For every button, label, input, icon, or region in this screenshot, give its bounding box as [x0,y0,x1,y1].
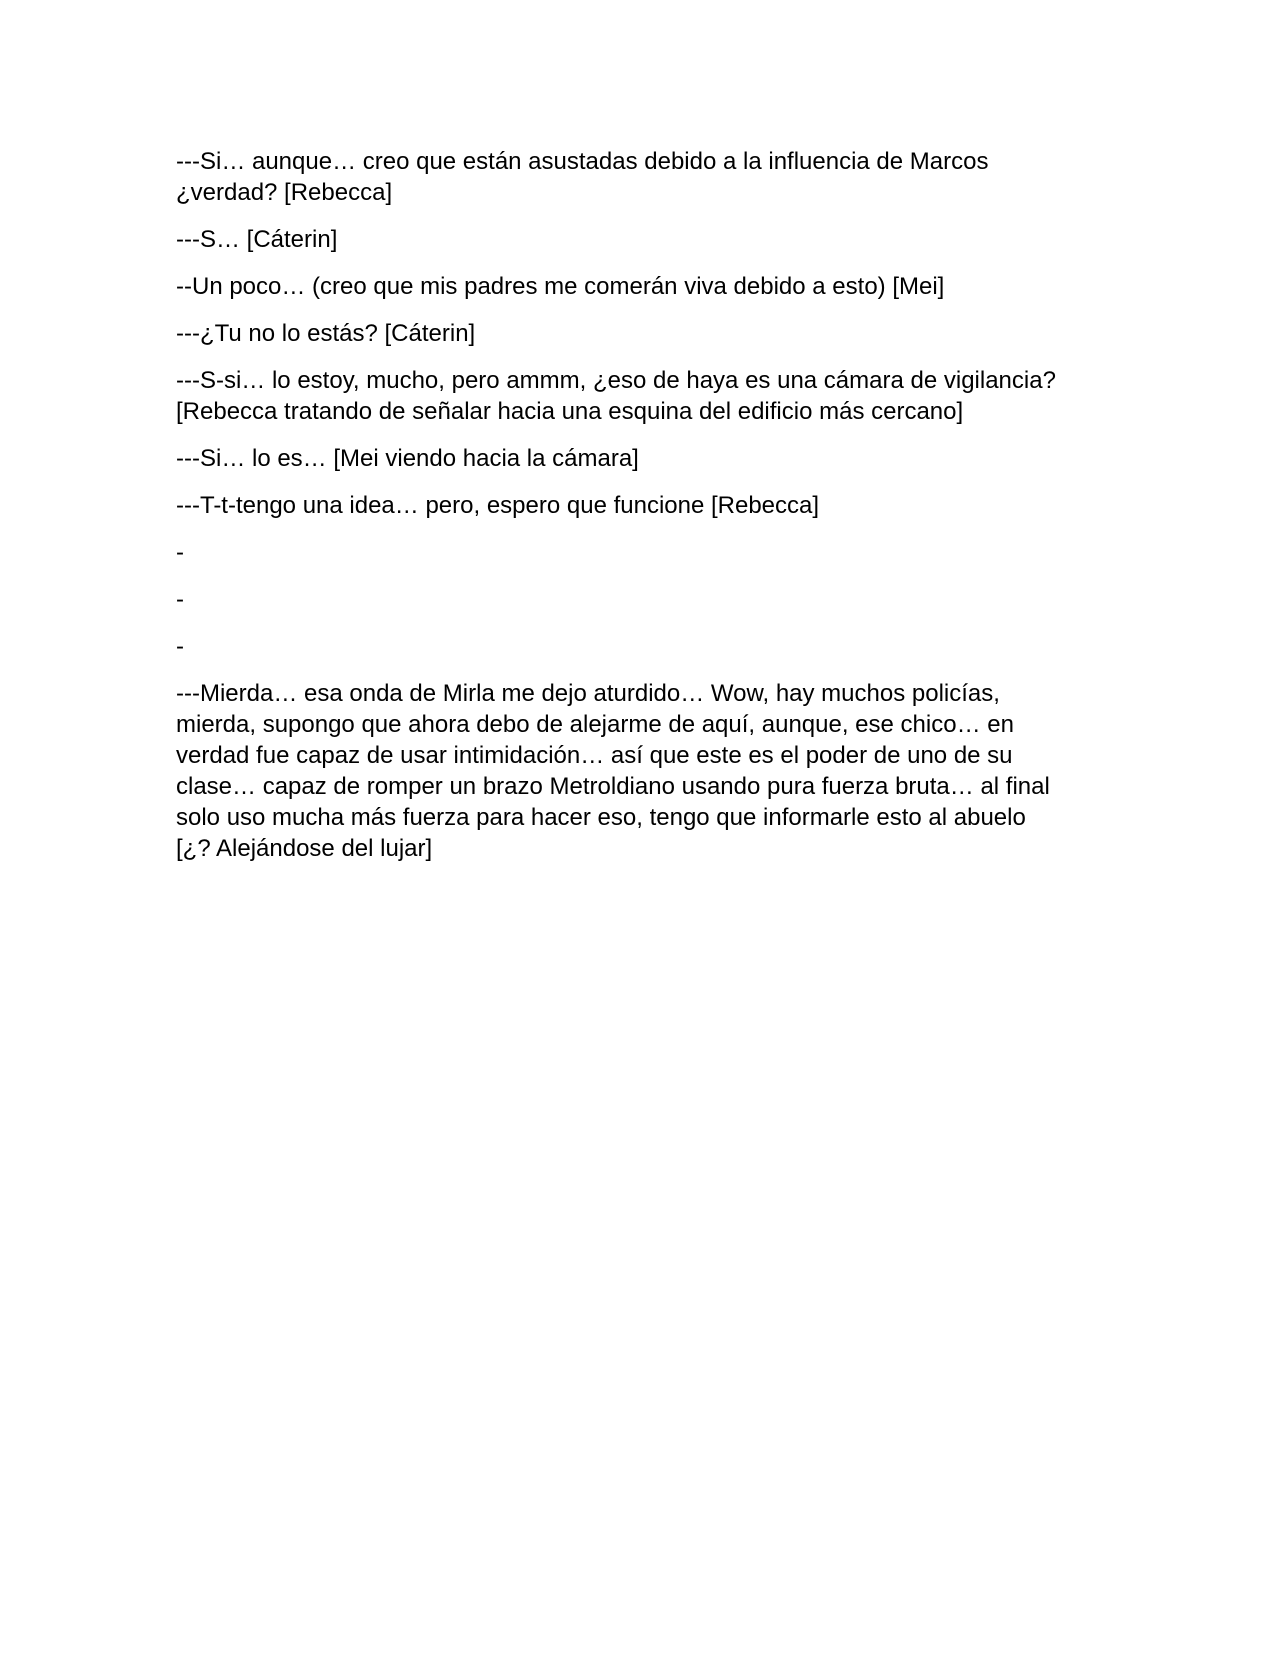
text-line: - [176,539,184,566]
paragraph-7 [176,490,1116,521]
text-line: [Rebecca tratando de señalar hacia una esquina del edificio más cercano] [176,398,964,425]
paragraph-6 [176,443,1116,474]
text-line: verdad fue capaz de usar intimidación… así que este es el poder de uno de su [176,742,1013,769]
scene-break-dash [176,537,1116,568]
text-line: ---T-t-tengo una idea… pero, espero que funcione [Rebecca] [176,492,820,519]
text-line: - [176,633,184,660]
text-line: ¿verdad? [Rebecca] [176,179,393,206]
scene-break-dash [176,631,1116,662]
text-line: ---¿Tu no lo estás? [Cáterin] [176,320,476,347]
text-line: ---Mierda… esa onda de Mirla me dejo aturdido… Wow, hay muchos policías, [176,680,1000,707]
text-line: ---Si… lo es… [Mei viendo hacia la cámara] [176,445,639,472]
paragraph-2 [176,224,1116,255]
text-line: mierda, supongo que ahora debo de alejarme de aquí, aunque, ese chico… en [176,711,1014,738]
text-line: solo uso mucha más fuerza para hacer eso, tengo que informarle esto al abuelo [176,804,1026,831]
text-line: - [176,586,184,613]
text-line: ---S… [Cáterin] [176,226,338,253]
paragraph-8 [176,678,1116,864]
text-line: ---S-si… lo estoy, mucho, pero ammm, ¿eso de haya es una cámara de vigilancia? [176,367,1056,394]
scene-break-dash [176,584,1116,615]
text-line: [¿? Alejándose del lujar] [176,835,433,862]
text-line: --Un poco… (creo que mis padres me comerán viva debido a esto) [Mei] [176,273,945,300]
text-line: ---Si… aunque… creo que están asustadas debido a la influencia de Marcos [176,148,989,175]
text-line: clase… capaz de romper un brazo Metroldiano usando pura fuerza bruta… al final [176,773,1050,800]
paragraph-4 [176,318,1116,349]
paragraph-1 [176,146,1116,208]
paragraph-5 [176,365,1116,427]
paragraph-3 [176,271,1116,302]
document-body [176,146,1116,880]
